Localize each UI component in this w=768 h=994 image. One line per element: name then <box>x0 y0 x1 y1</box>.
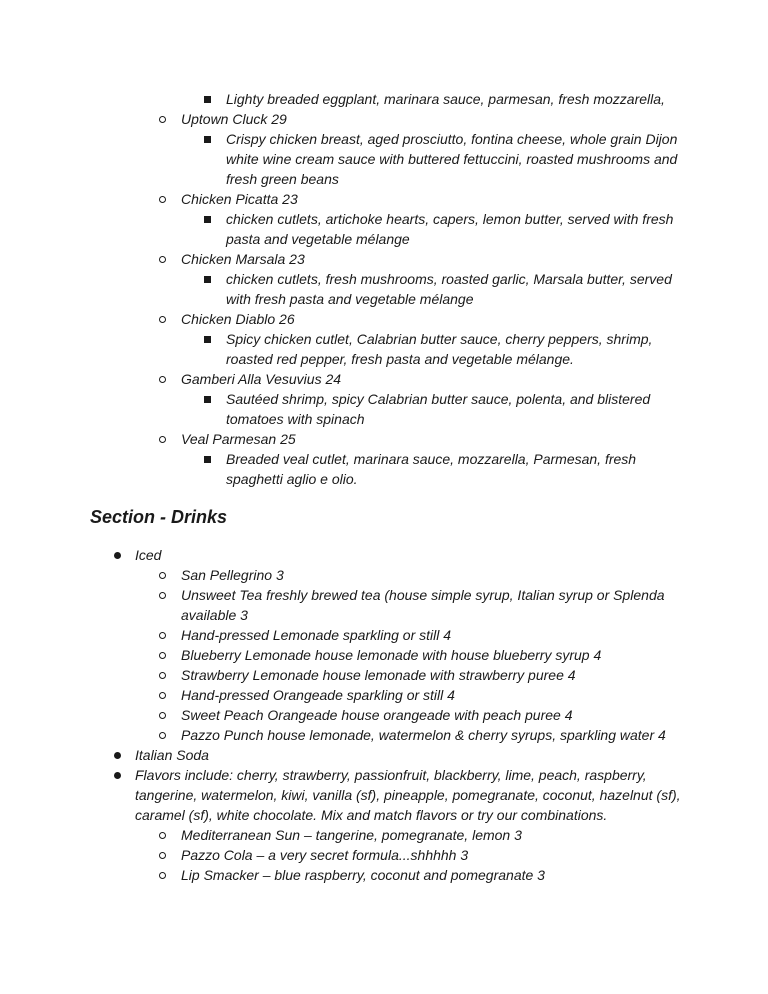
circle-bullet-icon <box>159 852 166 859</box>
drink-item: Blueberry Lemonade house lemonade with house blueberry syrup 4 <box>181 647 602 663</box>
dot-bullet-icon <box>114 552 121 559</box>
square-bullet-icon <box>204 216 211 223</box>
dot-bullet-icon <box>114 752 121 759</box>
circle-bullet-icon <box>159 652 166 659</box>
item-description-line: roasted red pepper, fresh pasta and vegetable mélange. <box>226 351 574 367</box>
square-bullet-icon <box>204 96 211 103</box>
item-description-line: Breaded veal cutlet, marinara sauce, mozzarella, Parmesan, fresh <box>226 451 637 467</box>
circle-bullet-icon <box>159 672 166 679</box>
drink-item: Unsweet Tea freshly brewed tea (house simple syrup, Italian syrup or Splenda <box>181 587 665 603</box>
circle-bullet-icon <box>159 712 166 719</box>
item-description-line: chicken cutlets, artichoke hearts, capers, lemon butter, served with fresh <box>226 211 674 227</box>
soda-combination: Lip Smacker – blue raspberry, coconut and pomegranate 3 <box>181 867 545 883</box>
circle-bullet-icon <box>159 832 166 839</box>
circle-bullet-icon <box>159 196 166 203</box>
item-description-line: fresh green beans <box>226 171 339 187</box>
soda-combination: Pazzo Cola – a very secret formula...shhhhh 3 <box>181 847 469 863</box>
entree-name: Gamberi Alla Vesuvius 24 <box>181 371 342 387</box>
item-description-line: chicken cutlets, fresh mushrooms, roasted garlic, Marsala butter, served <box>226 271 672 287</box>
entree-name: Chicken Marsala 23 <box>181 251 305 267</box>
circle-bullet-icon <box>159 572 166 579</box>
item-description-line: with fresh pasta and vegetable mélange <box>226 291 474 307</box>
circle-bullet-icon <box>159 872 166 879</box>
item-description-line: Sautéed shrimp, spicy Calabrian butter sauce, polenta, and blistered <box>226 391 651 407</box>
circle-bullet-icon <box>159 376 166 383</box>
circle-bullet-icon <box>159 116 166 123</box>
entree-name: Chicken Diablo 26 <box>181 311 295 327</box>
square-bullet-icon <box>204 456 211 463</box>
drink-item: Hand-pressed Lemonade sparkling or still 4 <box>181 627 452 643</box>
item-description-line: tomatoes with spinach <box>226 411 365 427</box>
square-bullet-icon <box>204 276 211 283</box>
item-description-line: Crispy chicken breast, aged prosciutto, fontina cheese, whole grain Dijon <box>226 131 678 147</box>
drink-item: San Pellegrino 3 <box>181 567 284 583</box>
drink-item: available 3 <box>181 607 248 623</box>
circle-bullet-icon <box>159 632 166 639</box>
flavors-text: tangerine, watermelon, kiwi, vanilla (sf), pineapple, pomegranate, coconut, hazelnut (sf), <box>135 787 681 803</box>
drink-category: Italian Soda <box>135 747 209 763</box>
flavors-text: Flavors include: cherry, strawberry, passionfruit, blackberry, lime, peach, raspberry, <box>135 767 647 783</box>
circle-bullet-icon <box>159 732 166 739</box>
item-description-line: Spicy chicken cutlet, Calabrian butter sauce, cherry peppers, shrimp, <box>226 331 653 347</box>
drink-item: Strawberry Lemonade house lemonade with strawberry puree 4 <box>181 667 576 683</box>
item-description-line: Lighty breaded eggplant, marinara sauce, parmesan, fresh mozzarella, <box>226 91 665 107</box>
drink-category: Iced <box>135 547 162 563</box>
square-bullet-icon <box>204 336 211 343</box>
soda-combination: Mediterranean Sun – tangerine, pomegranate, lemon 3 <box>181 827 522 843</box>
square-bullet-icon <box>204 136 211 143</box>
drink-item: Hand-pressed Orangeade sparkling or still 4 <box>181 687 455 703</box>
flavors-text: caramel (sf), white chocolate. Mix and match flavors or try our combinations. <box>135 807 608 823</box>
circle-bullet-icon <box>159 692 166 699</box>
circle-bullet-icon <box>159 592 166 599</box>
item-description-line: white wine cream sauce with buttered fettuccini, roasted mushrooms and <box>226 151 678 167</box>
circle-bullet-icon <box>159 436 166 443</box>
drink-item: Sweet Peach Orangeade house orangeade with peach puree 4 <box>181 707 573 723</box>
section-title: Section - Drinks <box>90 507 228 527</box>
item-description-line: spaghetti aglio e olio. <box>226 471 358 487</box>
entree-name: Chicken Picatta 23 <box>181 191 298 207</box>
item-description-line: pasta and vegetable mélange <box>226 231 410 247</box>
circle-bullet-icon <box>159 256 166 263</box>
dot-bullet-icon <box>114 772 121 779</box>
entree-name: Uptown Cluck 29 <box>181 111 287 127</box>
square-bullet-icon <box>204 396 211 403</box>
entree-name: Veal Parmesan 25 <box>181 431 296 447</box>
circle-bullet-icon <box>159 316 166 323</box>
drink-item: Pazzo Punch house lemonade, watermelon & cherry syrups, sparkling water 4 <box>181 727 666 743</box>
